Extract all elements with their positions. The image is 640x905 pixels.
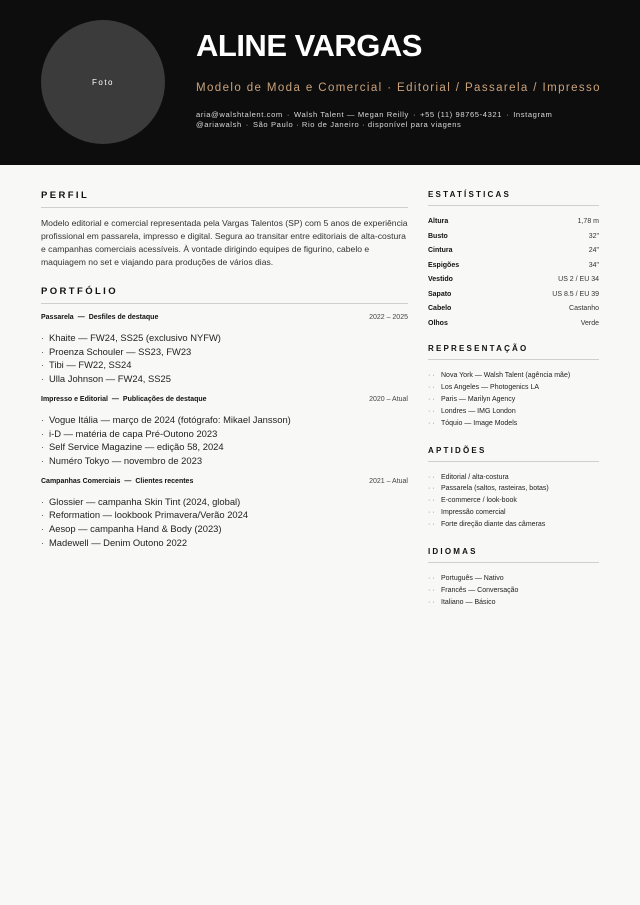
profile-heading: PERFIL — [41, 190, 408, 208]
group-list — [41, 495, 408, 550]
list-item: · · E-commerce / look-book — [428, 497, 517, 505]
list-item: · · Nova York — Walsh Talent (agência mãe) — [428, 372, 571, 379]
stat-row: Vestido US 2 / EU 34 — [428, 276, 599, 283]
list-item: · Glossier — campanha Skin Tint (2024, global) — [41, 495, 241, 507]
portfolio-group-runway: Passarela — Desfiles de destaque 2022 – 2025 · Khaite — FW24, SS25 (exclusivo NYFW) · Proenza Schouler — SS23, FW23 · Tibi — FW22, SS24 · Ulla Johnson — FW24, SS25 — [41, 314, 408, 385]
list-item: · Ulla Johnson — FW24, SS25 — [41, 373, 171, 385]
portfolio-group-print: Impresso e Editorial — Publicações de destaque 2020 – Atual · Vogue Itália — março de 2024 (fotógrafo: Mikael Jansson) · i-D — matéria de capa Pré-Outono 2023 · Self Service Magazine — edição 58, 2024 · Numéro Tokyo — novembro de 2023 — [41, 395, 408, 466]
profile-text: Modelo editorial e comercial representada pela Vargas Talentos (SP) com 5 anos de experiência profissional em passarela, impresso e digital. Segura ao transitar entre editoriais de alta-costura e campanhas comerciais acessíveis. À vontade dirigindo equipes de figurino, cabelo e maquiagem no set e viajando para produções de vários dias. — [41, 218, 408, 267]
contact-agency: Walsh Talent — Megan Reilly — [293, 110, 409, 119]
stat-row: Cabelo Castanho — [428, 305, 599, 312]
group-category: Campanhas Comerciais — [41, 477, 121, 485]
contact-block — [196, 110, 552, 130]
list-item: · Numéro Tokyo — novembro de 2023 — [41, 454, 203, 466]
list-item: · · Passarela (saltos, rasteiras, botas) — [428, 485, 549, 493]
stat-row: Sapato US 8.5 / EU 39 — [428, 290, 599, 298]
stat-row: Espigões 34" — [428, 261, 599, 269]
skills-heading: APTIDÕES — [428, 446, 599, 462]
group-dates: 2022 – 2025 — [369, 314, 408, 321]
list-item: · · Tóquio — Image Models — [428, 419, 518, 427]
main-column — [41, 190, 408, 549]
contact-line-2: @ariawalsh · São Paulo · Rio de Janeiro · disponível para viagens — [196, 120, 462, 129]
list-item: · · Londres — IMG London — [428, 407, 516, 415]
stat-row: Cintura 24" — [428, 247, 599, 254]
group-subtitle: Clientes recentes — [135, 477, 194, 485]
list-item: · Tibi — FW22, SS24 — [41, 359, 132, 371]
group-list — [41, 331, 408, 386]
stats-table — [428, 215, 599, 331]
list-item: · Madewell — Denim Outono 2022 — [41, 536, 188, 548]
list-item: · Reformation — lookbook Primavera/Verão 2024 — [41, 509, 249, 521]
skills-section — [428, 446, 599, 532]
contact-handle[interactable]: @ariawalsh — [196, 120, 242, 129]
list-item: · · Francês — Conversação — [428, 586, 519, 594]
candidate-name: ALINE VARGAS — [196, 28, 422, 63]
languages-section — [428, 547, 599, 609]
header-band — [0, 0, 640, 165]
list-item: · i-D — matéria de capa Pré-Outono 2023 — [41, 427, 218, 439]
list-item: · · Editorial / alta-costura — [428, 473, 509, 481]
languages-heading: IDIOMAS — [428, 547, 599, 563]
stat-row: Busto 32" — [428, 232, 599, 240]
list-item: · · Impressão comercial — [428, 509, 506, 517]
group-category: Passarela — [41, 314, 74, 321]
group-list — [41, 413, 408, 468]
photo-placeholder — [41, 20, 165, 144]
list-item: · · Forte direção diante das câmeras — [428, 521, 546, 529]
tagline: Modelo de Moda e Comercial · Editorial / Passarela / Impresso — [196, 82, 601, 94]
contact-phone: +55 (11) 98765-4321 — [420, 110, 503, 119]
list-item: · · Paris — Marilyn Agency — [428, 395, 516, 403]
group-subtitle: Publicações de destaque — [122, 395, 207, 403]
representation-section — [428, 344, 599, 430]
list-item: · · Português — Nativo — [428, 575, 504, 583]
sidebar-column — [428, 190, 599, 609]
contact-social-label: Instagram — [513, 110, 553, 119]
stats-heading: ESTATÍSTICAS — [428, 190, 599, 206]
list-item: · Aesop — campanha Hand & Body (2023) — [41, 523, 222, 535]
portfolio-heading: PORTFÓLIO — [41, 286, 408, 304]
stat-row: Olhos Verde — [428, 319, 599, 327]
list-item: · Proenza Schouler — SS23, FW23 — [41, 345, 192, 357]
list-item: · Vogue Itália — março de 2024 (fotógrafo: Mikael Jansson) — [41, 413, 291, 425]
contact-email[interactable]: aria@walshtalent.com — [196, 110, 283, 119]
list-item: · · Italiano — Básico — [428, 598, 496, 606]
list-item: · Self Service Magazine — edição 58, 2024 — [41, 441, 224, 453]
group-category: Impresso e Editorial — [41, 395, 108, 403]
group-subtitle: Desfiles de destaque — [88, 314, 159, 321]
group-dates: 2020 – Atual — [369, 395, 408, 403]
contact-location: São Paulo · Rio de Janeiro · disponível para viagens — [252, 120, 462, 129]
photo-label: Foto — [91, 77, 114, 87]
stat-row: Altura 1,78 m — [428, 218, 599, 225]
group-dates: 2021 – Atual — [369, 477, 408, 485]
representation-heading: REPRESENTAÇÃO — [428, 344, 599, 360]
contact-line-1: aria@walshtalent.com · Walsh Talent — Megan Reilly · +55 (11) 98765-4321 · Instagram — [196, 110, 553, 119]
portfolio-group-commercial: Campanhas Comerciais — Clientes recentes 2021 – Atual · Glossier — campanha Skin Tint (2024, global) · Reformation — lookbook Primavera/Verão 2024 · Aesop — campanha Hand & Body (2023) · Madewell — Denim Outono 2022 — [41, 477, 408, 548]
list-item: · Khaite — FW24, SS25 (exclusivo NYFW) — [41, 332, 221, 343]
list-item: · · Los Angeles — Photogenics LA — [428, 383, 540, 391]
